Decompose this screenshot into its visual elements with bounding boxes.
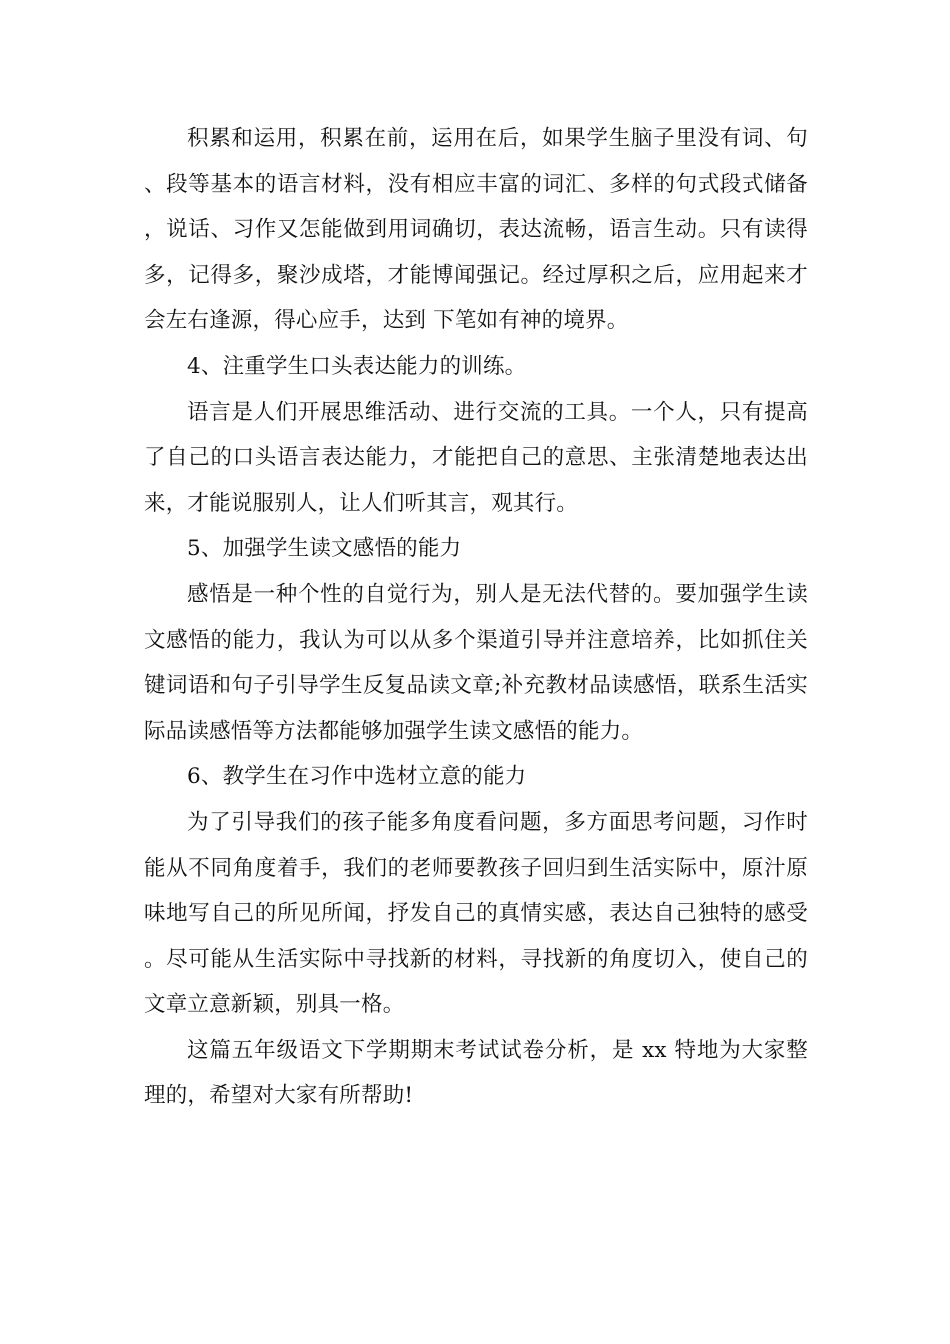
heading-writing-topic: 6、教学生在习作中选材立意的能力 bbox=[187, 764, 527, 790]
paragraph-oral-expression: 语言是人们开展思维活动、进行交流的工具。一个人，只有提高了自己的口头语言表达能力，才能把自己的意思、主张清楚地表达出来，才能说服别人，让人们听其言，观其行。 bbox=[144, 399, 808, 516]
paragraph-writing-topic: 为了引导我们的孩子能多角度看问题，多方面思考问题，习作时能从不同角度着手，我们的老师要教孩子回归到生活实际中，原汁原味地写自己的所见所闻，抒发自己的真情实感，表达自己独特的感受。尽可能从生活实际中寻找新的材料，寻找新的角度切入，使自己的文章立意新颖，别具一格。 bbox=[144, 809, 808, 1018]
document-body bbox=[144, 116, 808, 1119]
heading-oral-expression: 4、注重学生口头表达能力的训练。 bbox=[187, 353, 527, 379]
paragraph-accumulation: 积累和运用，积累在前，运用在后，如果学生脑子里没有词、句、段等基本的语言材料，没有相应丰富的词汇、多样的句式段式储备，说话、习作又怎能做到用词确切，表达流畅，语言生动。只有读得多，记得多，聚沙成塔，才能博闻强记。经过厚积之后，应用起来才会左右逢源，得心应手，达到 下笔如有神的境界。 bbox=[144, 126, 808, 334]
heading-reading-comprehension: 5、加强学生读文感悟的能力 bbox=[187, 536, 462, 562]
paragraph-reading-comprehension: 感悟是一种个性的自觉行为，别人是无法代替的。要加强学生读文感悟的能力，我认为可以从多个渠道引导并注意培养，比如抓住关键词语和句子引导学生反复品读文章;补充教材品读感悟，联系生活实际品读感悟等方法都能够加强学生读文感悟的能力。 bbox=[144, 581, 808, 744]
paragraph-closing: 这篇五年级语文下学期期末考试试卷分析，是 xx 特地为大家整理的，希望对大家有所帮助! bbox=[144, 1037, 808, 1109]
